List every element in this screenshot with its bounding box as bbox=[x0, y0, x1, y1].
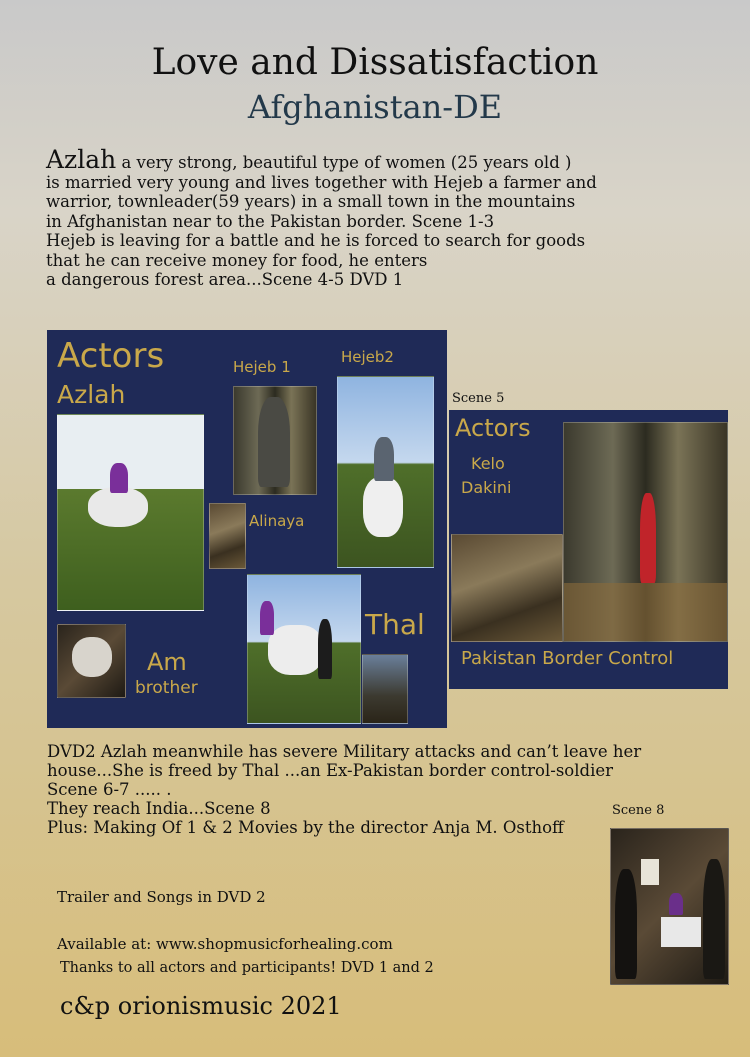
actor-label-hejeb2: Hejeb2 bbox=[341, 348, 394, 366]
photo-hejeb1 bbox=[233, 386, 317, 495]
actor-label-am: Am bbox=[147, 648, 187, 676]
intro-line: a dangerous forest area...Scene 4-5 DVD 1 bbox=[46, 270, 404, 289]
intro-line: is married very young and lives together with Hejeb a farmer and bbox=[46, 172, 597, 192]
dvd2-line: DVD2 Azlah meanwhile has severe Military attacks and can’t leave her bbox=[47, 742, 642, 761]
actor-label-kelo: Kelo bbox=[471, 454, 505, 473]
scene8-label: Scene 8 bbox=[612, 803, 665, 818]
poster-subtitle: Afghanistan-DE bbox=[247, 88, 503, 126]
dvd2-line: Plus: Making Of 1 & 2 Movies by the director Anja M. Osthoff bbox=[47, 818, 564, 837]
intro-line: Hejeb is leaving for a battle and he is forced to search for goods bbox=[46, 231, 586, 250]
scene5-label: Scene 5 bbox=[452, 391, 505, 406]
intro-line: a very strong, beautiful type of women (25 years old ) bbox=[116, 153, 572, 172]
actors-heading: Actors bbox=[57, 336, 165, 376]
actor-label-azlah: Azlah bbox=[57, 380, 126, 409]
actor-label-alinaya: Alinaya bbox=[249, 512, 305, 530]
photo-alinaya bbox=[209, 503, 246, 569]
actor-label-thal: Thal bbox=[365, 608, 425, 641]
photo-thal bbox=[362, 654, 408, 724]
copyright: c&p orionismusic 2021 bbox=[60, 992, 342, 1020]
actors-heading-right: Actors bbox=[455, 414, 531, 442]
trailer-note: Trailer and Songs in DVD 2 bbox=[57, 888, 266, 906]
poster-title: Love and Dissatisfaction bbox=[151, 42, 599, 83]
border-control-caption: Pakistan Border Control bbox=[461, 648, 674, 669]
photo-am-brother bbox=[57, 624, 126, 698]
dvd2-description bbox=[47, 742, 642, 837]
photo-scene8 bbox=[610, 828, 729, 985]
photo-kelo-forest bbox=[451, 534, 563, 642]
dvd2-line: Scene 6-7 ..... . bbox=[47, 780, 172, 799]
availability-note: Available at: www.shopmusicforhealing.com bbox=[57, 935, 393, 953]
intro-text bbox=[46, 145, 686, 290]
photo-dakini-forest bbox=[563, 422, 728, 642]
intro-line: that he can receive money for food, he enters bbox=[46, 250, 428, 270]
actors-panel-left bbox=[47, 330, 447, 728]
photo-hejeb2-horse bbox=[337, 376, 434, 568]
dvd2-line: house...She is freed by Thal ...an Ex-Pakistan border control-soldier bbox=[47, 761, 614, 780]
actors-panel-right bbox=[449, 410, 728, 689]
actor-label-dakini: Dakini bbox=[461, 478, 512, 497]
intro-line: warrior, townleader(59 years) in a small town in the mountains bbox=[46, 192, 576, 211]
thanks-note: Thanks to all actors and participants! DVD 1 and 2 bbox=[60, 960, 434, 976]
dvd2-line: They reach India...Scene 8 bbox=[47, 799, 271, 818]
intro-line: in Afghanistan near to the Pakistan border. Scene 1-3 bbox=[46, 211, 495, 231]
actor-label-hejeb1: Hejeb 1 bbox=[233, 358, 291, 376]
photo-thal-horse bbox=[247, 574, 361, 724]
photo-azlah-horse bbox=[57, 414, 204, 611]
actor-label-brother: brother bbox=[135, 678, 198, 698]
intro-name: Azlah bbox=[46, 145, 117, 174]
